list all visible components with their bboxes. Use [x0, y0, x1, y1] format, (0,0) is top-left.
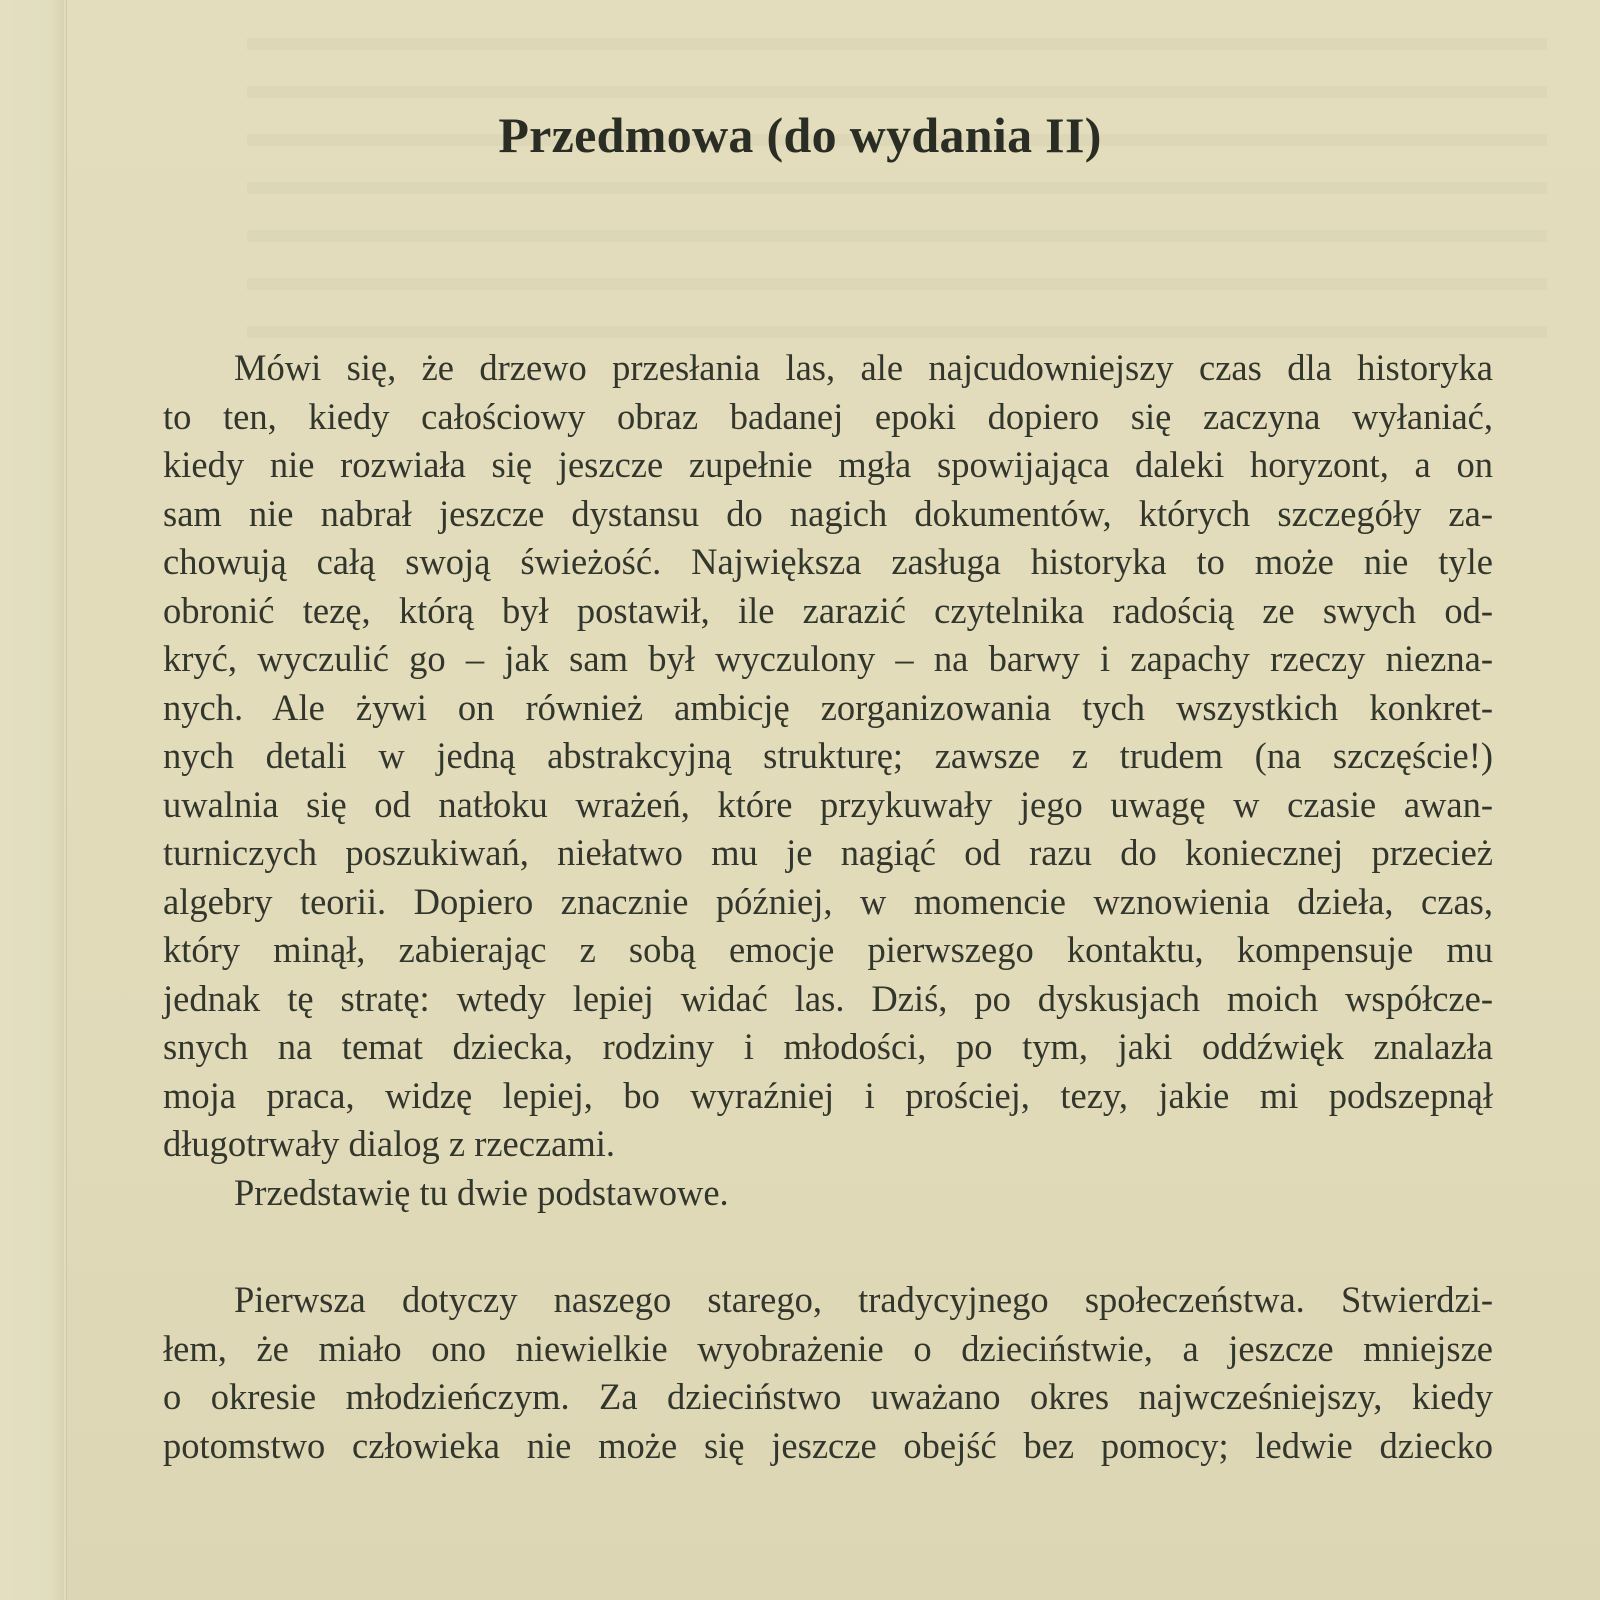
paragraph-2 [163, 1169, 1493, 1218]
paragraph-1 [163, 344, 1493, 1169]
paragraph-3 [163, 1276, 1493, 1470]
text-line: łem, że miało ono niewielkie wyobrażenie o dzieciństwie, a jeszcze mniejsze [163, 1327, 1493, 1369]
paragraph-block-2 [163, 1276, 1493, 1470]
text-line: sam nie nabrał jeszcze dystansu do nagich dokumentów, których szczegóły za- [163, 492, 1493, 534]
text-line: algebry teorii. Dopiero znacznie później, w momencie wznowienia dzieła, czas, [163, 880, 1493, 922]
text-line: uwalnia się od natłoku wrażeń, które przykuwały jego uwagę w czasie awan- [163, 783, 1493, 825]
text-line: Przedstawię tu dwie podstawowe. [234, 1171, 729, 1213]
text-line: potomstwo człowieka nie może się jeszcze obejść bez pomocy; ledwie dziecko [163, 1424, 1493, 1466]
page-title: Przedmowa (do wydania II) [498, 106, 1102, 163]
text-line: jednak tę stratę: wtedy lepiej widać las. Dziś, po dyskusjach moich współcze- [163, 977, 1493, 1019]
text-line: Pierwsza dotyczy naszego starego, tradycyjnego społeczeństwa. Stwierdzi- [234, 1279, 1493, 1320]
previous-page-edge [0, 0, 64, 1600]
show-through-text [247, 10, 1547, 340]
text-line: kiedy nie rozwiała się jeszcze zupełnie mgła spowijająca daleki horyzont, a on [163, 444, 1493, 485]
text-line: to ten, kiedy całościowy obraz badanej epoki dopiero się zaczyna wyłaniać, [163, 395, 1493, 437]
text-line: nych detali w jedną abstrakcyjną strukturę; zawsze z trudem (na szczęście!) [163, 735, 1493, 776]
text-line: kryć, wyczulić go – jak sam był wyczulony – na barwy i zapachy rzeczy niezna- [163, 638, 1493, 679]
text-line: turniczych poszukiwań, niełatwo mu je nagiąć od razu do koniecznej przecież [163, 832, 1493, 873]
text-line: snych na temat dziecka, rodziny i młodości, po tym, jaki oddźwięk znalazła [163, 1026, 1493, 1067]
paragraph-block-1 [163, 344, 1493, 1217]
text-line: nych. Ale żywi on również ambicję zorganizowania tych wszystkich konkret- [163, 686, 1493, 728]
text-line: długotrwały dialog z rzeczami. [163, 1123, 616, 1164]
text-line: chowują całą swoją świeżość. Największa zasługa historyka to może nie tyle [163, 541, 1493, 582]
text-line: moja praca, widzę lepiej, bo wyraźniej i prościej, tezy, jakie mi podszepnął [163, 1074, 1493, 1116]
text-line: Mówi się, że drzewo przesłania las, ale najcudowniejszy czas dla historyka [234, 347, 1493, 388]
text-line: obronić tezę, którą był postawił, ile zarazić czytelnika radością ze swych od- [163, 589, 1493, 631]
text-line: który minął, zabierając z sobą emocje pierwszego kontaktu, kompensuje mu [163, 929, 1493, 970]
text-line: o okresie młodzieńczym. Za dzieciństwo uważano okres najwcześniejszy, kiedy [163, 1376, 1493, 1417]
